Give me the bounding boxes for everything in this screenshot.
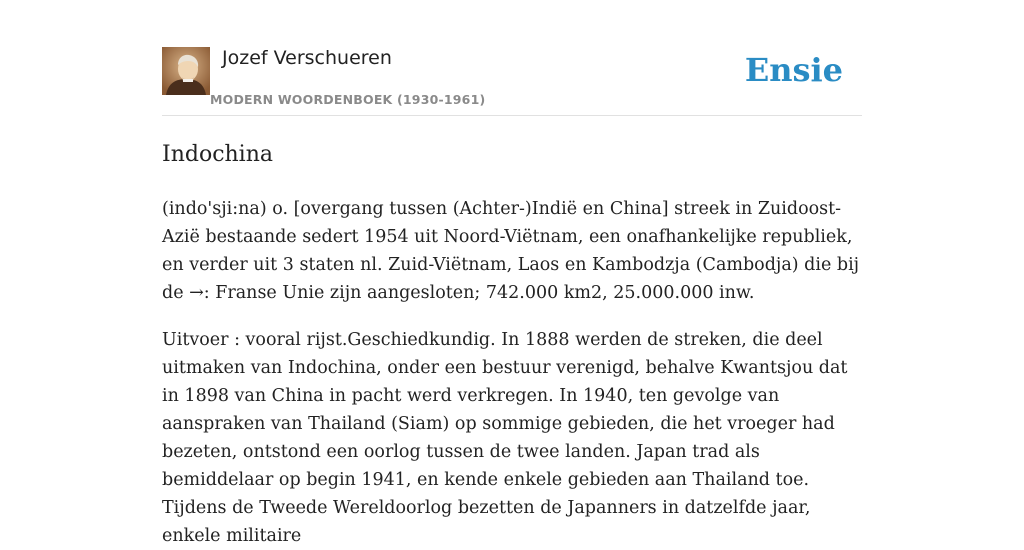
entry-header [162, 46, 862, 116]
entry-paragraph: (indo'sji:na) o. [overgang tussen (Achter-)Indië en China] streek in Zuidoost-Azië bestaande sedert 1954 uit Noord-Viëtnam, een onafhankelijke republiek, en verder uit 3 staten nl. Zuid-Viëtnam, Laos en Kambodzja (Cambodja) die bij de →: Franse Unie zijn aangesloten; 742.000 km2, 25.000.000 inw. [162, 199, 860, 303]
entry-paragraph: Uitvoer : vooral rijst.Geschiedkundig. In 1888 werden de streken, die deel uitmaken van Indochina, onder een bestuur verenigd, behalve Kwantsjou dat in 1898 van China in pacht werd verkregen. In 1940, ten gevolge van aanspraken van Thailand (Siam) op sommige gebieden, die het vroeger had bezeten, ontstond een oorlog tussen de twee landen. Japan trad als bemiddelaar op begin 1941, en kende enkele gebieden aan Thailand toe. Tijdens de Tweede Wereldoorlog bezetten de Japanners in datzelfde jaar, enkele militaire [162, 330, 848, 546]
entry-card [162, 46, 862, 550]
dictionary-source[interactable]: MODERN WOORDENBOEK (1930-1961) [210, 92, 486, 107]
author-avatar[interactable] [162, 47, 210, 95]
ensie-logo[interactable]: Ensie [744, 51, 843, 89]
author-name[interactable]: Jozef Verschueren [222, 47, 392, 69]
author-portrait-icon [162, 47, 210, 95]
entry-title: Indochina [162, 142, 273, 167]
